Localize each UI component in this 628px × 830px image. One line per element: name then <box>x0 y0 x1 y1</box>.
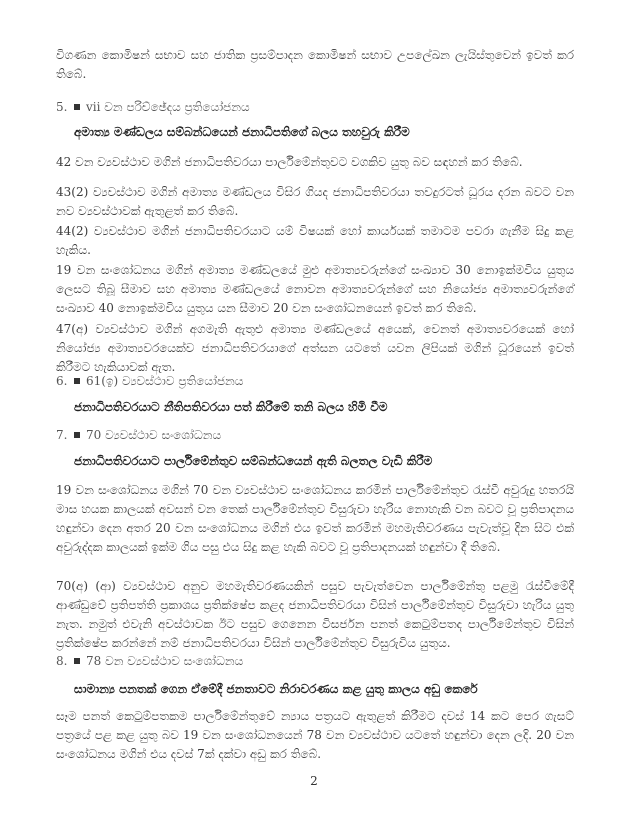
page-number: 2 <box>310 774 318 788</box>
item-text: 78 වන ව්‍යවස්ථාව සංශෝධනය <box>86 654 244 668</box>
heading-cabinet-power: අමාත්‍ය මණ්ඩලය සම්බන්ධයෙන් ජනාධිපතිගේ බලය තහවුරු කිරීම <box>74 125 410 139</box>
square-bullet-icon <box>74 658 80 664</box>
item-text: 70 ව්‍යවස්ථාව සංශෝධනය <box>86 428 222 442</box>
heading-attorney-general: ජනාධිපතිවරයාට නීතිපතිවරයා පත් කිරීමේ තනි බලය හිමි වීම <box>74 400 388 414</box>
paragraph-article-43: 43(2) ව්‍යවස්ථාව මගින් අමාත්‍ය මණ්ඩලය විසිර ගියද ජනාධිපතිවරයා තවදුරටත් ධූරය දරන බවට වන නව ව්‍යවස්ථාවක් ඇතුළත් කර තිබේ. <box>56 185 574 218</box>
item-number: 8. <box>56 654 68 668</box>
item-text: vii වන පරිච්ඡේදය ප්‍රතියෝජනය <box>86 100 250 114</box>
paragraph-article-70a: 70(අ) (ආ) ව්‍යවස්ථාව අනුව මහමැතිවරණයකින් පසුව පැවැත්වෙන පාර්ලිමේන්තු පළමු රැස්වීමේදී ආණ්ඩුවේ ප්‍රතිපත්ති ප්‍රකාශය ප්‍රතික්ෂේප කළද ජනාධිපතිවරයා විසින් පාර්ලිමේන්තුව විසුරුවා හැරිය යුතු නැත. නමුත් එවැනි අවස්ථාවක ඊට පසුව ගෙනෙන විසර්ජන පනත් කෙටුම්පතද පාර්ලිමේන්තුව විසින් ප්‍රතික්ෂේප කරන්නේ නම් ජනාධිපතිවරයා විසින් පාර්ලිමේන්තුව විසුරුවිය යුතුය. <box>56 579 574 650</box>
paragraph-article-47: 47(අ) ව්‍යවස්ථාව මගින් අගමැති ඇතුළු අමාත්‍ය මණ්ඩලයේ අයෙක්, වෙනත් අමාත්‍යවරයෙක් හෝ නියෝජ්‍ය අමාත්‍යවරයෙක්ව ජනාධිපතිවරයාගේ අත්සන යටතේ යවන ලිපියක් මගින් ධූරයෙන් ඉවත් කිරීමට හැකියාවක් ඇත. <box>56 322 574 374</box>
item-number: 5. <box>56 100 68 114</box>
square-bullet-icon <box>74 432 80 438</box>
heading-gazette-period: සාමාන්‍ය පනතක් ගෙන ඒමේදී ජනතාවට නිරාවරණය කළ යුතු කාලය අඩු කෙරේ <box>74 682 478 696</box>
heading-parliament-powers: ජනාධිපතිවරයාට පාර්ලිමේන්තුව සම්බන්ධයෙන් ඇති බලතල වැඩි කිරීම <box>74 454 433 468</box>
paragraph-commissions-removed: විගණන කොමිෂන් සභාව සහ ජාතික ප්‍රසම්පාදන කොමිෂන් සභාව උපලේඛන ලැයිස්තුවෙන් ඉවත් කර තිබේ. <box>56 48 574 81</box>
list-item-7 <box>56 426 221 445</box>
square-bullet-icon <box>74 378 80 384</box>
paragraph-dissolution: 19 වන සංශෝධනය මගින් 70 වන ව්‍යවස්ථාව සංශෝධනය කරමින් පාර්ලිමේන්තුව රැස්වී අවුරුදු හතරයි මාස හයක කාලයක් අවසන් වන තෙක් පාර්ලිමේන්තුව විසුරුවා හැරිය නොහැකි වන බවට වූ ප්‍රතිපාදනය හඳුන්වා දෙන අතර 20 වන සංශෝධනය මගින් එය ඉවත් කරමින් මහමැතිවරණය පැවැත්වූ දින සිට එක් අවුරුද්දක කාලයක් ඉක්ම ගිය පසු එය සිදු කළ හැකි බවට වූ ප්‍රතිපාදනයක් හඳුන්වා දී තිබේ. <box>56 483 574 554</box>
list-item-6 <box>56 372 243 391</box>
paragraph-article-78: සෑම පනත් කෙටුම්පතකම පාර්ලිමේන්තුවේ න්‍යාය පත්‍රයට ඇතුළත් කිරීමට දවස් 14 කට පෙර ගැසට් පත්‍රයේ පළ කළ යුතු බව 19 වන සංශෝධනයෙන් 78 වන ව්‍යවස්ථාව යටතේ හඳුන්වා දෙන ලදි. 20 වන සංශෝධනය මගින් එය දවස් 7ක් දක්වා අඩු කර තිබේ. <box>56 709 574 761</box>
paragraph-article-42: 42 වන ව්‍යවස්ථාව මගින් ජනාධිපතිවරයා පාර්ලිමේන්තුවට වගකිව යුතු බව සඳහන් කර තිබේ. <box>56 155 523 169</box>
list-item-8 <box>56 652 243 671</box>
paragraph-article-44: 44(2) ව්‍යවස්ථාව මගින් ජනාධිපතිවරයාට යම් විෂයක් හෝ කාර්යයක් තමාටම පවරා ගැනීම සිදු කළ හැකිය. <box>56 224 574 257</box>
paragraph-cabinet-limit: 19 වන සංශෝධනය මගින් අමාත්‍ය මණ්ඩලයේ මුළු අමාත්‍යවරුන්ගේ සංඛ්‍යාව 30 නොඉක්මවිය යුතුය ලෙසට තිබූ සීමාව සහ අමාත්‍ය මණ්ඩලයේ නොවන අමාත්‍යවරුන්ගේ සහ නියෝජ්‍ය අමාත්‍යවරුන්ගේ සංඛ්‍යාව 40 නොඉක්මවිය යුතුය යන සීමාව 20 වන සංශෝධනයෙන් ඉවත් කර තිබේ. <box>56 263 574 315</box>
item-number: 7. <box>56 428 68 442</box>
item-text: 61(ඉ) ව්‍යවස්ථාව ප්‍රතියෝජනය <box>86 374 244 388</box>
item-number: 6. <box>56 374 68 388</box>
square-bullet-icon <box>74 104 80 110</box>
list-item-5 <box>56 98 250 117</box>
